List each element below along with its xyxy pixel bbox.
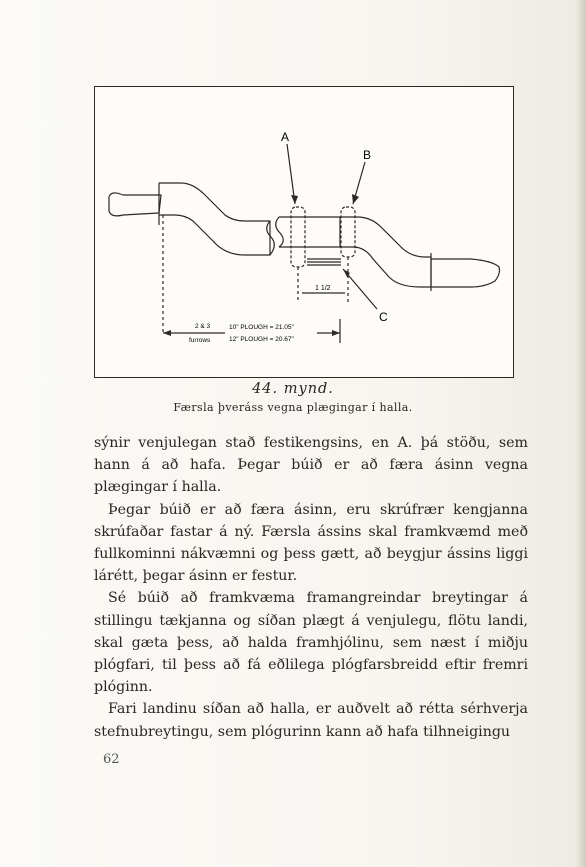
page-number: 62: [103, 752, 120, 767]
page-edge-shadow: [578, 0, 586, 867]
furrows-num: 2 & 3: [195, 323, 211, 330]
center-axle-bar: [279, 217, 340, 247]
left-axle-bend: [159, 183, 270, 255]
axle-diagram: [95, 87, 515, 379]
arrow-a: [291, 195, 298, 204]
body-text: [94, 432, 528, 743]
paragraph-3: Sé búið að framkvæma framangreindar breytingar á stillingu tækjanna og síðan plægt á venjulegu, flötu landi, skal gæta þess, að halda framhjólinu, sem næst í miðju plógfari, til þess að fá eðlilega plógfarsbreidd eftir fremri plóginn.: [94, 590, 528, 696]
arrow-b: [352, 194, 359, 204]
paragraph-2: Þegar búið er að færa ásinn, eru skrúfrær kengjanna skrúfaðar fastar á ný. Færsla ássins skal framkvæmd með fullkominni nákvæmni og þess gætt, að beygjur ássins liggi lárétt, þegar ásinn er festur.: [94, 501, 528, 585]
paragraph-4: Fari landinu síðan að halla, er auðvelt að rétta sérhverja stefnubreytingu, sem plógurinn kann að hafa tilhneigingu: [94, 701, 528, 740]
clamp-a: [291, 207, 305, 267]
right-break-mark: [276, 217, 284, 247]
right-axle-bend: [340, 217, 431, 287]
arrow-dim-right: [332, 330, 340, 336]
left-axle-stub: [109, 193, 161, 216]
plough-12: 12" PLOUGH = 20.67": [229, 336, 294, 343]
label-a: A: [281, 130, 290, 144]
label-c: C: [379, 310, 388, 324]
paragraph-1: sýnir venjulegan stað festikengsins, en A. þá stöðu, sem hann á að hafa. Þegar búið er að færa ásinn vegna plægingar í halla.: [94, 435, 528, 496]
axle-diagram-figure: [94, 86, 514, 378]
arrow-dim-left: [163, 330, 171, 336]
plough-10: 10" PLOUGH = 21.05": [229, 324, 294, 331]
small-dim-label: 1 1/2: [315, 285, 331, 292]
furrows-word: furrows: [189, 337, 211, 344]
figure-caption: Færsla þveráss vegna plægingar í halla.: [173, 401, 413, 414]
label-b: B: [363, 148, 372, 162]
figure-number: 44. mynd.: [252, 381, 334, 397]
clamp-b: [341, 207, 355, 257]
right-axle-stub: [431, 259, 500, 287]
